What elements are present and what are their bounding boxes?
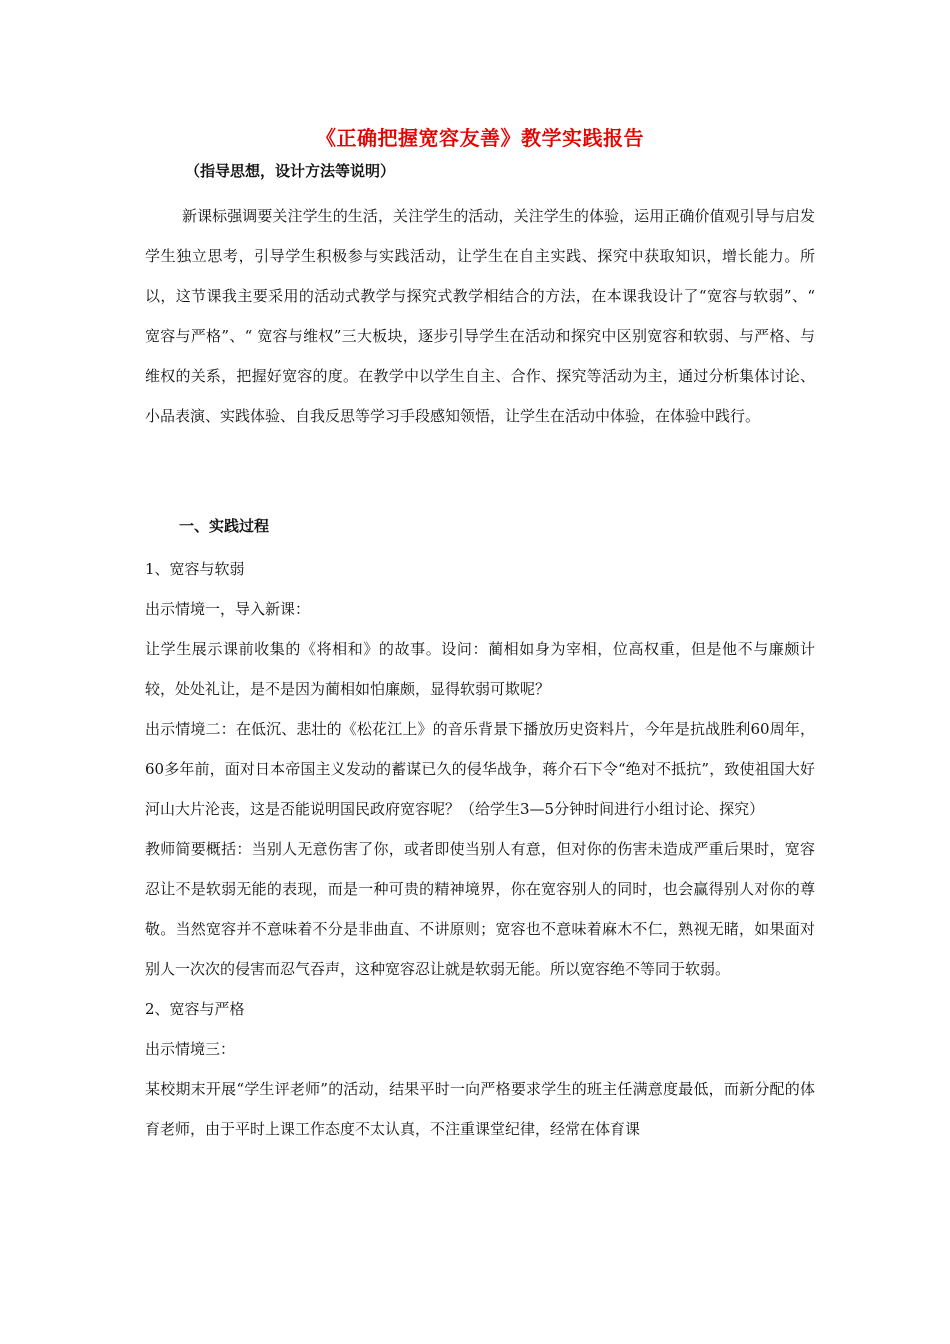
paragraph: 出示情境一，导入新课： <box>145 600 311 618</box>
paragraph: 教师简要概括：当别人无意伤害了你，或者即使当别人有意，但对你的伤害未造成严重后果时，宽容忍让不是软弱无能的表现，而是一种可贵的精神境界，你在宽容别人的同时，也会赢得别人对你的尊敬。当然宽容并不意味着不分是非曲直、不讲原则；宽容也不意味着麻木不仁，熟视无睹，如果面对别人一次次的侵害而忍气吞声，这种宽容忍让就是软弱无能。所以宽容绝不等同于软弱。 <box>145 840 815 978</box>
subsection-heading: 2、宽容与严格 <box>145 1000 245 1018</box>
paragraph: 让学生展示课前收集的《将相和》的故事。设问：蔺相如身为宰相，位高权重，但是他不与廉颇计较，处处礼让，是不是因为蔺相如怕廉颇，显得软弱可欺呢？ <box>145 640 815 698</box>
section-heading: 一、实践过程 <box>179 517 270 535</box>
document-title: 《正确把握宽容友善》教学实践报告 <box>316 126 644 150</box>
paragraph: 出示情境三： <box>145 1040 236 1058</box>
paragraph: 出示情境二：在低沉、悲壮的《松花江上》的音乐背景下播放历史资料片，今年是抗战胜利60周年，60多年前，面对日本帝国主义发动的蓄谋已久的侵华战争，蒋介石下令“绝对不抵抗”，致使祖国大好河山大片沦丧，这是否能说明国民政府宽容呢？（给学生3—5分钟时间进行小组讨论、探究） <box>145 720 815 818</box>
intro-paragraph: 新课标强调要关注学生的生活，关注学生的活动，关注学生的体验，运用正确价值观引导与启发学生独立思考，引导学生积极参与实践活动，让学生在自主实践、探究中获取知识，增长能力。所以，这节课我主要采用的活动式教学与探究式教学相结合的方法，在本课我设计了“宽容与软弱”、“ 宽容与严格”、“ 宽容与维权”三大板块，逐步引导学生在活动和探究中区别宽容和软弱、与严格、与维权的关系，把握好宽容的度。在教学中以学生自主、合作、探究等活动为主，通过分析集体讨论、小品表演、实践体验、自我反思等学习手段感知领悟，让学生在活动中体验，在体验中践行。 <box>145 207 815 425</box>
paragraph: 某校期末开展“学生评老师”的活动，结果平时一向严格要求学生的班主任满意度最低，而新分配的体育老师，由于平时上课工作态度不太认真，不注重课堂纪律，经常在体育课 <box>145 1080 815 1138</box>
document-subtitle: （指导思想，设计方法等说明） <box>185 162 396 180</box>
body-text <box>145 549 815 1149</box>
subsection-heading: 1、宽容与软弱 <box>145 560 245 578</box>
